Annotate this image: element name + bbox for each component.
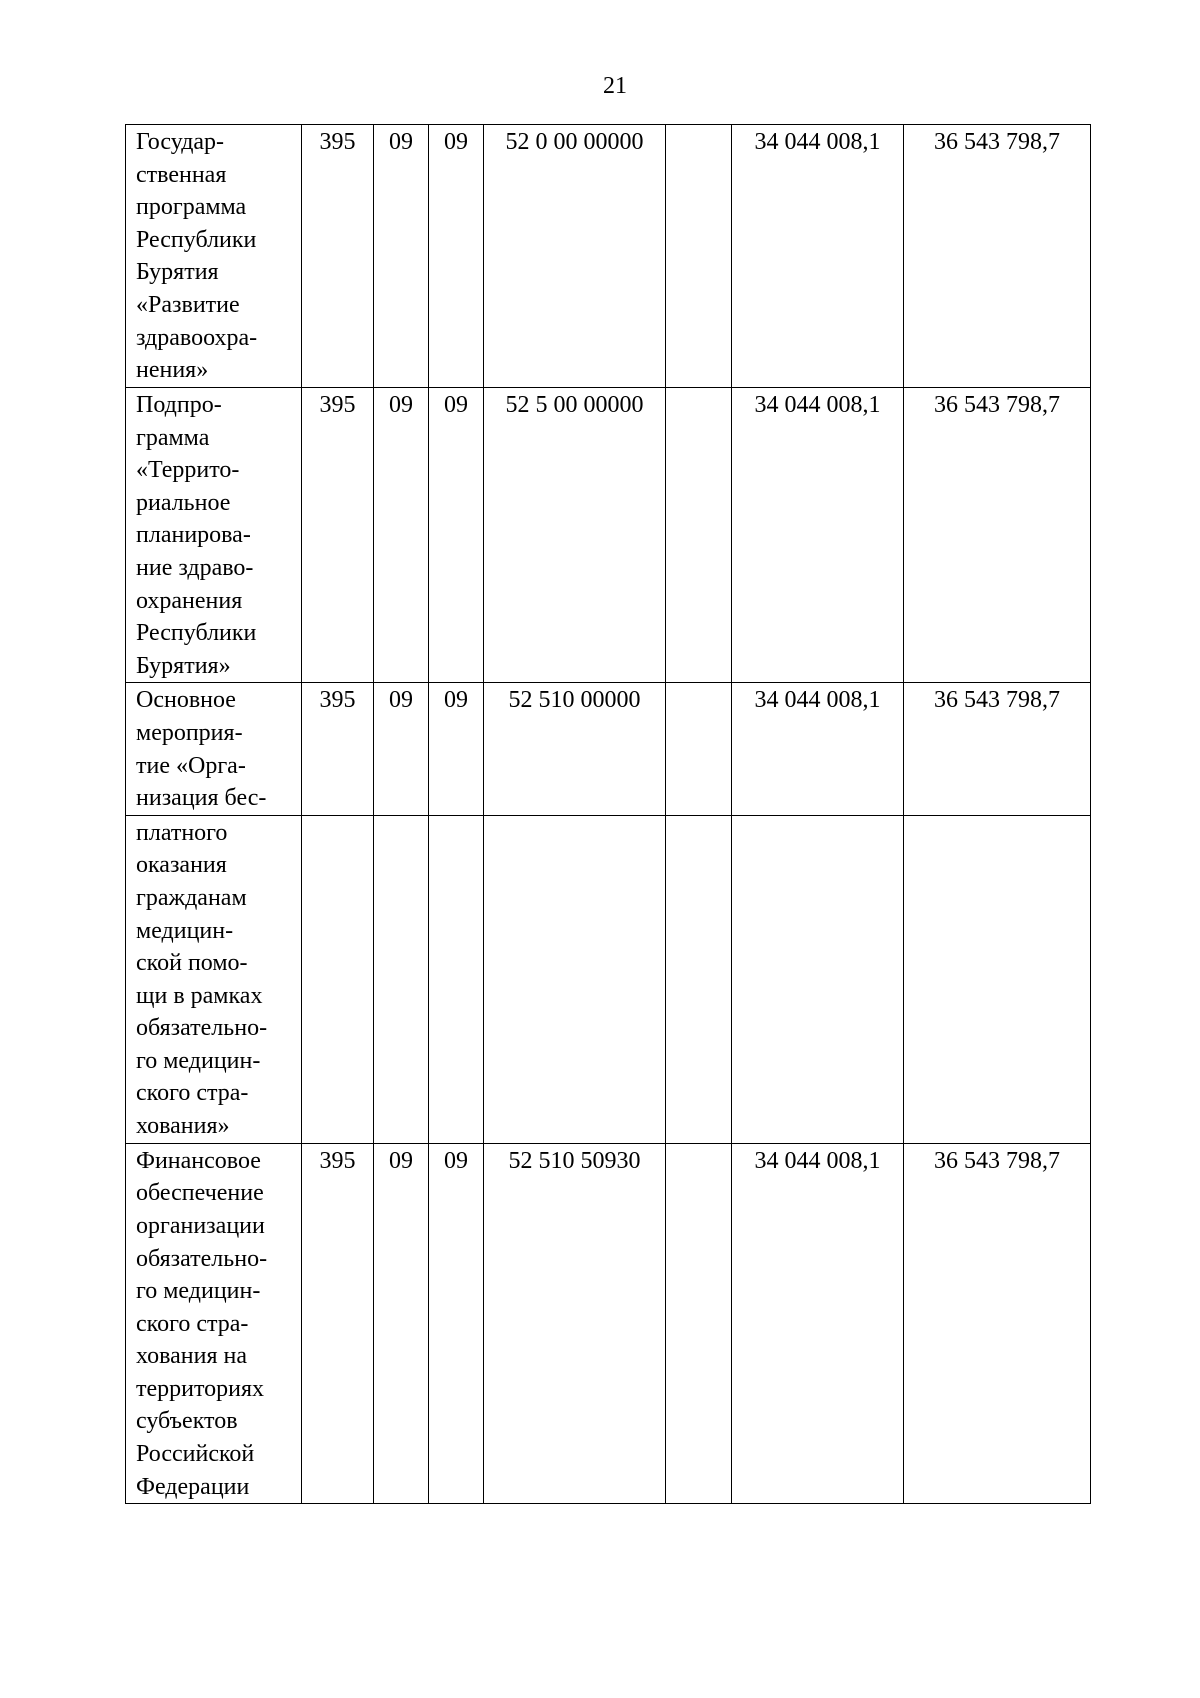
grbs-cell	[302, 815, 374, 1143]
amount-year-1-cell: 34 044 008,1	[732, 683, 904, 815]
section-cell: 09	[374, 683, 429, 815]
table-row	[126, 388, 1091, 683]
expense-type-cell	[666, 125, 732, 388]
expense-type-cell	[666, 683, 732, 815]
page-number: 21	[603, 73, 627, 99]
section-cell: 09	[374, 388, 429, 683]
amount-year-1-cell: 34 044 008,1	[732, 388, 904, 683]
expense-type-cell	[666, 1143, 732, 1504]
target-article-cell: 52 510 00000	[484, 683, 666, 815]
grbs-cell: 395	[302, 683, 374, 815]
table-row	[126, 815, 1091, 1143]
amount-year-1-cell: 34 044 008,1	[732, 1143, 904, 1504]
subsection-cell: 09	[429, 683, 484, 815]
row-name-cell: платного оказания гражданам медицин- ской помо- щи в рамках обязательно- го медицин- ского стра- хования»	[126, 815, 302, 1143]
amount-year-2-cell: 36 543 798,7	[904, 1143, 1091, 1504]
row-name-cell: Государ- ственная программа Республики Бурятия «Развитие здравоохра- нения»	[126, 125, 302, 388]
row-name-cell: Финансовое обеспечение организации обязательно- го медицин- ского стра- хования на территориях субъектов Российской Федерации	[126, 1143, 302, 1504]
target-article-cell	[484, 815, 666, 1143]
expense-type-cell	[666, 388, 732, 683]
amount-year-2-cell: 36 543 798,7	[904, 388, 1091, 683]
expense-type-cell	[666, 815, 732, 1143]
amount-year-1-cell	[732, 815, 904, 1143]
budget-table	[125, 124, 1091, 1504]
subsection-cell: 09	[429, 388, 484, 683]
table-row	[126, 1143, 1091, 1504]
section-cell: 09	[374, 1143, 429, 1504]
amount-year-2-cell: 36 543 798,7	[904, 125, 1091, 388]
target-article-cell: 52 5 00 00000	[484, 388, 666, 683]
amount-year-2-cell	[904, 815, 1091, 1143]
subsection-cell: 09	[429, 1143, 484, 1504]
amount-year-2-cell: 36 543 798,7	[904, 683, 1091, 815]
target-article-cell: 52 0 00 00000	[484, 125, 666, 388]
section-cell	[374, 815, 429, 1143]
subsection-cell: 09	[429, 125, 484, 388]
row-name-cell: Подпро- грамма «Террито- риальное планирова- ние здраво- охранения Республики Бурятия»	[126, 388, 302, 683]
amount-year-1-cell: 34 044 008,1	[732, 125, 904, 388]
subsection-cell	[429, 815, 484, 1143]
grbs-cell: 395	[302, 125, 374, 388]
grbs-cell: 395	[302, 1143, 374, 1504]
table-row	[126, 125, 1091, 388]
target-article-cell: 52 510 50930	[484, 1143, 666, 1504]
table-row	[126, 683, 1091, 815]
row-name-cell: Основное мероприя- тие «Орга- низация бес-	[126, 683, 302, 815]
grbs-cell: 395	[302, 388, 374, 683]
section-cell: 09	[374, 125, 429, 388]
